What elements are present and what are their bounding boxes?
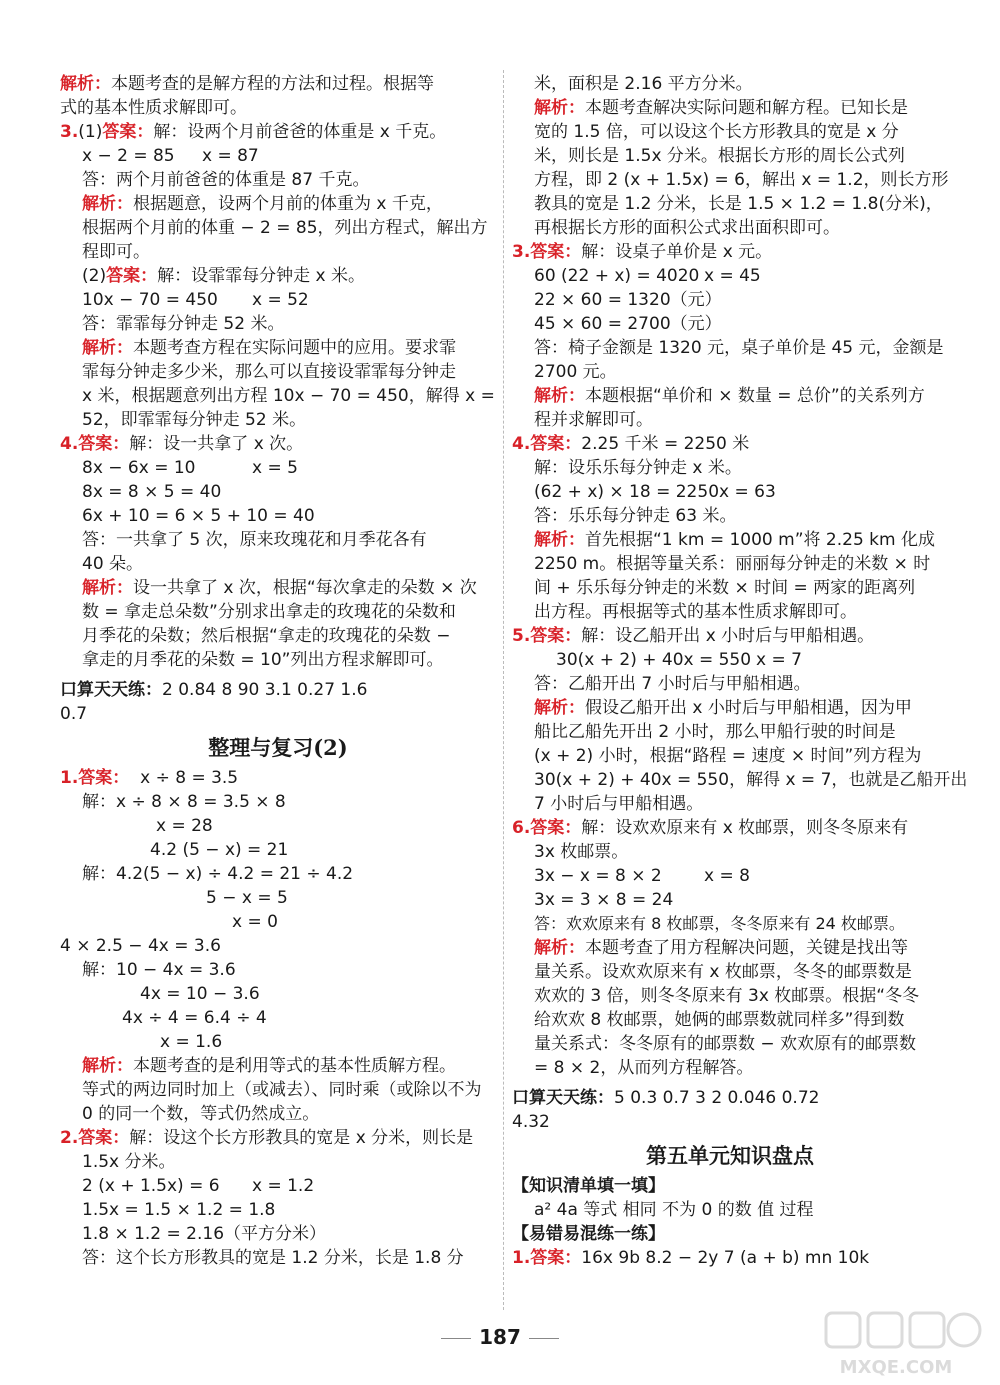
kousuan-right: 口算天天练：5 0.3 0.7 3 2 0.046 0.72 (512, 1088, 820, 1108)
question-3-2: (2)答案：解：设霏霏每分钟走 x 米。 (82, 266, 365, 286)
right-column: 米，面积是 2.16 平方分米。 解析：本题考查解决实际问题和解方程。已知长是 宽的 1.5 倍，可以设这个长方形教具的宽是 x 分 米，则长是 1.5x 分米。根据长方形的周长公式列 方程，即 2 (x + 1.5x) = 6，解出 x = 1.2，则长方形 教具的宽是 1.2 分米，长是 1.5 × 1.2 = 1.8(分米)， 再根据长方形的面积公式求出面积即可。 3.答案：解：设桌子单价是 x 元。 60 (22 + x) = 4020 x = 45 22 × 60 = 1320（元） 45 × 60 = 2700（元） 答：椅子金额是 1320 元，桌子单价是 45 元，金额是 2700 元。 解析：本题根据“单价和 × 数量 = 总价”的关系列方 程并求解即可。 4.答案：2.25 千米 = 2250 米 解：设乐乐每分钟走 x 米。 (62 + x) × 18 = 2250 x = 63 答：乐乐每分钟走 63 米。 解析：首先根据“1 km = 1000 m”将 2.25 km 化成 2250 m。根据等量关系：丽丽每分钟走的米数 × 时 间 + 乐乐每分钟走的米数 × 时间 = 两家的距离列 出方程。再根据等式的基本性质求解即可。 5.答案：解：设乙船开出 x 小时后与甲船相遇。 30(x + 2) + 40x = 550 x = 7 答：乙船开出 7 小时后与甲船相遇。 解析：假设乙船开出 x 小时后与甲船相遇，因为甲 船比乙船先开出 2 小时，那么甲船行驶的时间是 (x + 2) 小时，根据“路程 = 速度 × 时间”列方程为 30(x + 2) + 40x = 550，解得 x = 7，也就是乙船开出 7 小时后与甲船相遇。 6.答案：解：设欢欢原来有 x 枚邮票，则冬冬原来有 3x 枚邮票。 3x − x = 8 × 2 x = 8 3x = 3 × 8 = 24 答：欢欢原来有 8 枚邮票，冬冬原来有 24 枚邮票。 解析：本题考查了用方程解决问题，关键是找出等 量关系。设欢欢原来有 x 枚邮票，冬冬的邮票数是 欢欢的 3 倍，则冬冬原来有 3x 枚邮票。根据“冬冬 给欢欢 8 枚邮票，她俩的邮票数就同样多”得到数 量关系式：冬冬原有的邮票数 − 欢欢原有的邮票数 = 8 × 2，从而列方程解答。 口算天天练：5 0.3 0.7 3 2 0.046 0.72 4.32 第五单元知识盘点 【知识清单填一填】 a² 4a 等式 相同 不为 0 的数 值 过程 【易错易混练一练】 1.答案：16x 9b 8.2 − 2y 7 (a + b) mn 10k (512, 74, 968, 1268)
right-question-5: 5.答案：解：设乙船开出 x 小时后与甲船相遇。 (512, 626, 875, 646)
question-4: 4.答案：解：设一共拿了 x 次。 (60, 434, 304, 454)
question-3-1: 3.(1)答案：解：设两个月前爸爸的体重是 x 千克。 (60, 122, 447, 142)
page-number: 187 (479, 1325, 521, 1349)
section-question-2: 2.答案：解：设这个长方形教具的宽是 x 分米，则长是 (60, 1128, 474, 1148)
section-title: 整理与复习(2) (208, 735, 348, 760)
svg-text:MXQE.COM: MXQE.COM (839, 1357, 953, 1378)
right-question-6: 6.答案：解：设欢欢原来有 x 枚邮票，则冬冬原来有 (512, 818, 909, 838)
left-column: 解析：本题考查的是解方程的方法和过程。根据等 式的基本性质求解即可。 3.(1)答案：解：设两个月前爸爸的体重是 x 千克。 x − 2 = 85 x = 87 答：两个月前爸爸的体重是 87 千克。 解析：根据题意，设两个月前的体重为 x 千克， 根据两个月前的体重 − 2 = 85，列出方程式，解出方 程即可。 (2)答案：解：设霏霏每分钟走 x 米。 10x − 70 = 450 x = 52 答：霏霏每分钟走 52 米。 解析：本题考查方程在实际问题中的应用。要求霏 霏每分钟走多少米，那么可以直接设霏霏每分钟走 x 米，根据题意列出方程 10x − 70 = 450，解得 x = 52，即霏霏每分钟走 52 米。 4.答案：解：设一共拿了 x 次。 8x − 6x = 10 x = 5 8x = 8 × 5 = 40 6x + 10 = 6 × 5 + 10 = 40 答：一共拿了 5 次，原来玫瑰花和月季花各有 40 朵。 解析：设一共拿了 x 次，根据“每次拿走的朵数 × 次 数 = 拿走总朵数”分别求出拿走的玫瑰花的朵数和 月季花的朵数；然后根据“拿走的玫瑰花的朵数 − 拿走的月季花的朵数 = 10”列出方程求解即可。 口算天天练：2 0.84 8 90 3.1 0.27 1.6 0.7 整理与复习(2) 1.答案： x ÷ 8 = 3.5 解：x ÷ 8 × 8 = 3.5 × 8 x = 28 4.2 (5 − x) = 21 解：4.2(5 − x) ÷ 4.2 = 21 ÷ 4.2 5 − x = 5 x = 0 4 × 2.5 − 4x = 3.6 解：10 − 4x = 3.6 4x = 10 − 3.6 4x ÷ 4 = 6.4 ÷ 4 x = 1.6 解析：本题考查的是利用等式的基本性质解方程。 等式的两边同时加上（或减去）、同时乘（或除以不为 0 的同一个数，等式仍然成立。 2.答案：解：设这个长方形教具的宽是 x 分米，则长是 1.5x 分米。 2 (x + 1.5x) = 6 x = 1.2 1.5x = 1.5 × 1.2 = 1.8 1.8 × 1.2 = 2.16（平方分米） 答：这个长方形教具的宽是 1.2 分米，长是 1.8 分 (60, 74, 495, 1268)
jiexi-label: 解析： (60, 74, 111, 94)
right-question-3: 3.答案：解：设桌子单价是 x 元。 (512, 242, 773, 262)
unit-title: 第五单元知识盘点 (646, 1143, 814, 1168)
kousuan-left: 口算天天练：2 0.84 8 90 3.1 0.27 1.6 (60, 680, 368, 700)
right-question-4: 4.答案：2.25 千米 = 2250 米 (512, 434, 750, 454)
fill-label: 【知识清单填一填】 (512, 1176, 665, 1196)
column-divider (503, 70, 504, 1310)
watermark-logo (806, 1309, 986, 1379)
mix-label: 【易错易混练一练】 (512, 1224, 665, 1244)
section-question-1: 1.答案： x ÷ 8 = 3.5 (60, 768, 239, 788)
